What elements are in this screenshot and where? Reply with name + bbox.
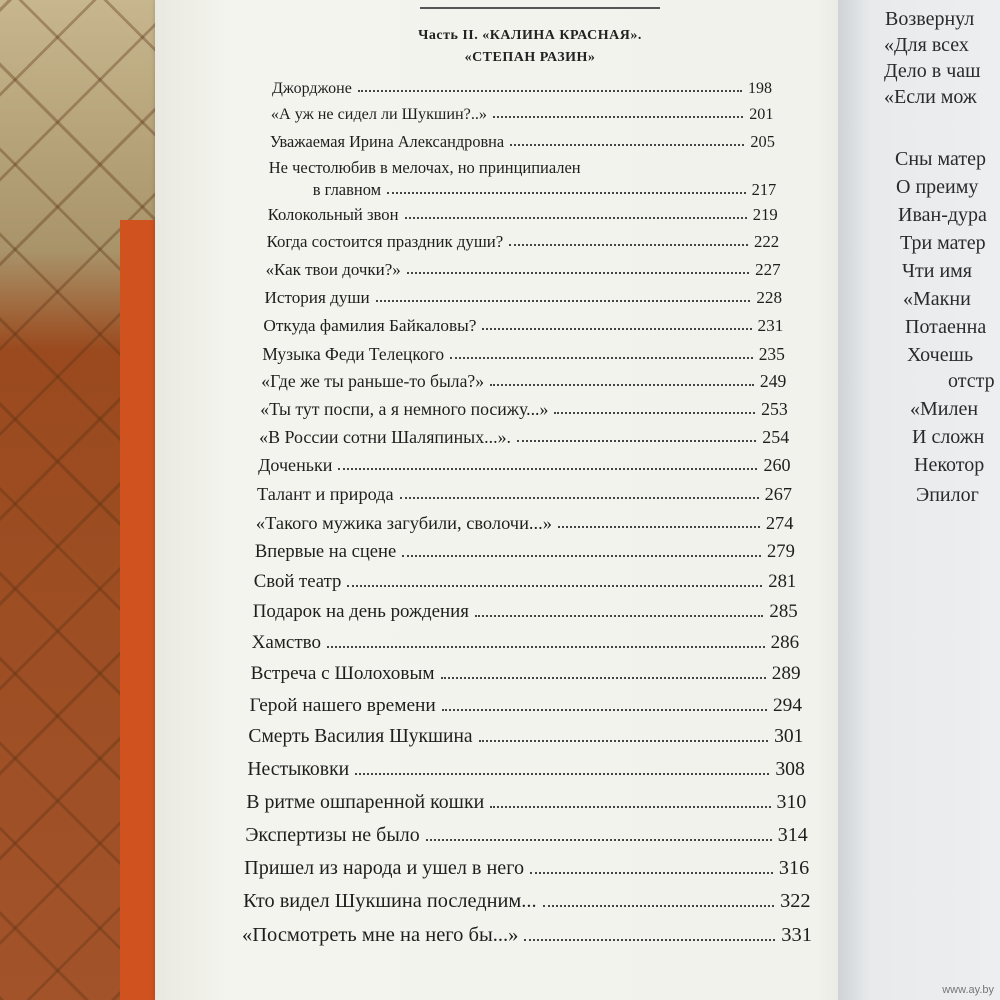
- toc-leader-dots: [554, 412, 755, 414]
- right-page-line: И сложн: [912, 426, 985, 448]
- toc-leader-dots: [450, 357, 753, 359]
- right-page-line: Иван-дура: [898, 204, 987, 226]
- toc-entry-page: 217: [751, 179, 777, 199]
- toc-leader-dots: [358, 90, 742, 92]
- toc-entry-page: 198: [748, 80, 772, 97]
- toc-entry-title: «Такого мужика загубили, сволочи...»: [255, 512, 552, 533]
- toc-leader-dots: [400, 497, 759, 499]
- toc-entry-page: 279: [767, 541, 795, 563]
- toc-entry: [269, 180, 777, 200]
- toc-entry-title: Подарок на день рождения: [252, 601, 469, 623]
- right-page-line: Чти имя: [902, 260, 972, 282]
- toc-entry-page: 274: [765, 512, 794, 533]
- toc-entry-title: «В России сотни Шаляпиных...».: [259, 427, 512, 448]
- toc-entry-page: 201: [749, 105, 774, 123]
- right-page-line: Хочешь: [907, 344, 974, 366]
- toc-entry-title: Откуда фамилия Байкаловы?: [263, 315, 477, 335]
- toc-entry-page: 322: [780, 889, 811, 912]
- toc-entry: [272, 80, 772, 98]
- toc-leader-dots: [355, 773, 769, 775]
- toc-entry-title: Нестыковки: [247, 758, 350, 781]
- toc-entry: [262, 344, 785, 365]
- right-page-line: Три матер: [900, 232, 986, 254]
- section-heading-line2: «СТЕПАН РАЗИН»: [464, 50, 596, 65]
- toc-entry: [265, 288, 783, 308]
- toc-entry-page: 222: [753, 232, 780, 252]
- toc-entry: [263, 316, 783, 336]
- toc-entry: [245, 824, 808, 847]
- toc-entry-title: Герой нашего времени: [249, 694, 436, 716]
- toc-entry-title: Свой театр: [253, 571, 342, 593]
- toc-entry-page: 301: [774, 726, 804, 748]
- toc-leader-dots: [482, 328, 751, 330]
- toc-entry: [250, 695, 803, 717]
- toc-entry-title: Пришел из народа и ушел в него: [244, 856, 525, 879]
- toc-entry-page: 231: [757, 315, 784, 335]
- toc-entry-page: 228: [756, 287, 782, 307]
- toc-entry-title: Доченьки: [258, 454, 333, 475]
- toc-entry-title: Талант и природа: [257, 483, 394, 504]
- toc-entry-title: «Где же ты раньше-то была?»: [261, 371, 485, 392]
- toc-leader-dots: [558, 526, 760, 528]
- toc-entry: [260, 399, 788, 420]
- toc-entry-title: Смерть Василия Шукшина: [248, 726, 473, 748]
- toc-entry: [247, 758, 805, 781]
- watermark: www.ay.by: [942, 984, 994, 996]
- toc-entry-title-line1: Не честолюбив в мелочах, но принципиален: [268, 157, 581, 177]
- toc-entry: [253, 601, 798, 623]
- toc-leader-dots: [441, 677, 766, 679]
- toc-leader-dots: [327, 646, 764, 648]
- toc-entry-title: Колокольный звон: [267, 205, 399, 225]
- toc-entry: [255, 541, 795, 563]
- toc-entry-title: Экспертизы не было: [245, 823, 420, 846]
- right-page-line: Эпилог: [916, 484, 979, 506]
- toc-leader-dots: [493, 116, 743, 118]
- toc-entry-page: 285: [769, 601, 798, 623]
- right-page-line: «Для всех: [884, 34, 969, 56]
- right-page-line: Сны матер: [895, 148, 986, 170]
- toc-entry: [252, 632, 800, 654]
- toc-entry: [256, 513, 794, 534]
- toc-entry-title: В ритме ошпаренной кошки: [246, 791, 485, 814]
- toc-leader-dots: [509, 244, 748, 246]
- toc-entry-page: 249: [759, 371, 787, 392]
- toc-leader-dots: [475, 615, 764, 617]
- toc-leader-dots: [490, 806, 770, 808]
- toc-leader-dots: [426, 839, 772, 841]
- toc-entry-title: «А уж не сидел ли Шукшин?..»: [270, 105, 487, 123]
- toc-entry-page: 289: [771, 662, 801, 684]
- toc-entry-title: в главном: [312, 179, 382, 199]
- toc-leader-dots: [407, 272, 749, 274]
- toc-entry-title: Впервые на сцене: [254, 541, 397, 563]
- toc-entry: [266, 260, 781, 280]
- toc-entry-title: Когда состоится праздник души?: [266, 232, 504, 252]
- right-page-line: Возвернул: [885, 8, 975, 30]
- right-page-line: Некотор: [914, 454, 985, 476]
- toc-leader-dots: [347, 585, 762, 587]
- toc-entry-page: 205: [750, 131, 775, 151]
- toc-leader-dots: [387, 192, 746, 194]
- toc-entry-title: Музыка Феди Телецкого: [262, 343, 445, 364]
- toc-entry-page: 286: [770, 631, 800, 653]
- toc-entry: [261, 371, 786, 392]
- toc-leader-dots: [517, 440, 756, 442]
- right-page-line: Потаенна: [905, 316, 987, 338]
- right-page-line: «Милен: [910, 398, 979, 420]
- toc-leader-dots: [405, 217, 747, 219]
- toc-leader-dots: [479, 740, 769, 742]
- toc-entry-page: 281: [768, 571, 797, 593]
- toc-leader-dots: [402, 555, 761, 557]
- toc-entry-title: «Ты тут поспи, а я немного посижу...»: [260, 399, 549, 420]
- toc-entry-page: 267: [764, 483, 792, 504]
- toc-entry: [251, 663, 801, 685]
- section-heading-line1: Часть II. «КАЛИНА КРАСНАЯ».: [418, 28, 642, 43]
- toc-entry-title: «Как твои дочки?»: [265, 260, 401, 280]
- toc-entry-title: Встреча с Шолоховым: [250, 662, 435, 684]
- toc-entry: [271, 106, 774, 124]
- toc-entry: [254, 571, 797, 593]
- toc-entry: [268, 205, 778, 225]
- toc-entry-page: 227: [755, 260, 781, 280]
- toc-entry: [259, 427, 789, 448]
- toc-entry-page: 314: [777, 823, 808, 846]
- toc-entry-title: Уважаемая Ирина Александровна: [269, 131, 505, 151]
- toc-entry-page: 310: [776, 791, 807, 814]
- toc-leader-dots: [524, 939, 775, 941]
- toc-entry-title: Хамство: [251, 631, 322, 653]
- toc-entry-page: 260: [763, 454, 791, 475]
- top-rule: [420, 7, 660, 9]
- toc-entry: [258, 455, 791, 476]
- right-page-line: Дело в чаш: [884, 60, 981, 82]
- toc-entry-title: История души: [264, 287, 370, 307]
- toc-leader-dots: [376, 300, 751, 302]
- toc-entry: [246, 791, 806, 814]
- toc-entry-page: 235: [758, 343, 785, 364]
- toc-leader-dots: [442, 709, 767, 711]
- toc-entry: [257, 484, 792, 505]
- toc-entry-title: Кто видел Шукшина последним...: [243, 889, 537, 912]
- toc-entry: [244, 857, 809, 880]
- right-page-line: О преиму: [896, 176, 979, 198]
- toc-entry: [267, 232, 780, 252]
- toc-entry: [243, 890, 811, 913]
- toc-entry: [270, 132, 775, 152]
- toc-entry: [248, 726, 803, 748]
- toc-entry-page: 331: [781, 923, 812, 946]
- toc-entry-page: 254: [762, 427, 790, 448]
- toc-leader-dots: [530, 872, 773, 874]
- toc-entry: [242, 924, 812, 947]
- toc-entry-title: «Посмотреть мне на него бы...»: [242, 923, 519, 946]
- toc-leader-dots: [490, 384, 754, 386]
- right-page-line: отстр: [948, 370, 995, 392]
- toc-entry-page: 316: [778, 856, 810, 879]
- toc-entry-page: 308: [775, 758, 805, 781]
- right-page-line: «Если мож: [884, 86, 977, 108]
- toc-entry-page: 294: [772, 694, 802, 716]
- toc-leader-dots: [510, 144, 744, 146]
- toc-leader-dots: [543, 905, 775, 907]
- right-page-line: «Макни: [903, 288, 971, 310]
- toc-leader-dots: [338, 468, 757, 470]
- toc-entry-page: 219: [752, 205, 778, 225]
- toc-entry-title: Джорджоне: [272, 80, 352, 97]
- toc-entry-page: 253: [761, 399, 788, 420]
